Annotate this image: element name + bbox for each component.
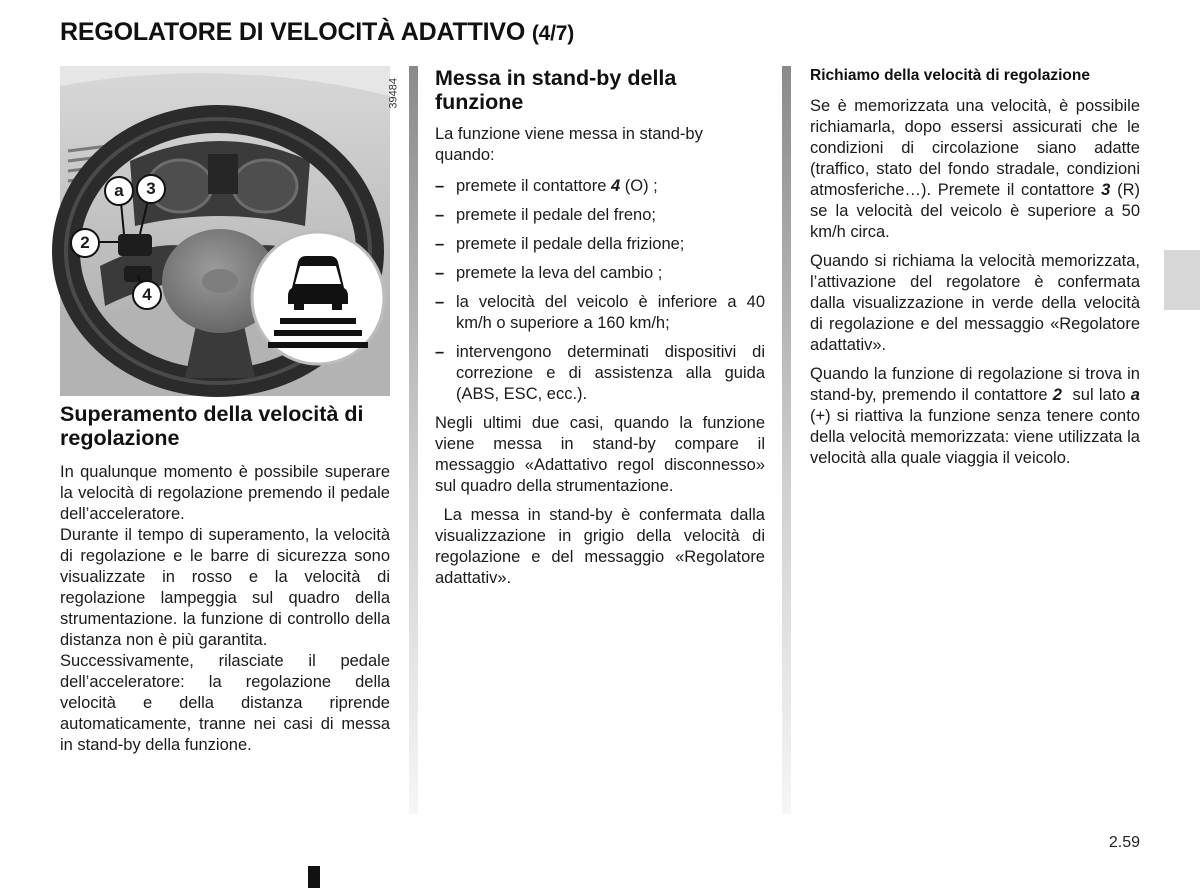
list-item: – intervengono determinati dispositivi di correzione e di assistenza alla guida (ABS, ESC, ecc.). [435, 343, 765, 403]
heading-standby: Messa in stand-by della funzione [435, 66, 677, 114]
reference-number: 4 [611, 177, 621, 195]
dash-bullet: – [435, 177, 445, 195]
paragraph: Durante il tempo di superamento, la velocità di regolazione e le barre di sicurezza sono visualizzate in rosso e la velocità di regolazione lampeggia sul quadro della strumentazione. la funzione di controllo della distanza non è più garantita. [60, 526, 390, 649]
dash-bullet: – [435, 293, 445, 311]
reference-letter: a [1130, 386, 1140, 404]
paragraph: Negli ultimi due casi, quando la funzione viene messa in stand-by compare il messaggio «Adattativo regol disconnesso» sul quadro della strumentazione. [435, 414, 765, 495]
callout-a: a [104, 176, 134, 206]
page-part-indicator: (4/7) [531, 22, 575, 45]
callout-4: 4 [132, 280, 162, 310]
column-left [60, 66, 400, 756]
list-item: – premete la leva del cambio ; [435, 264, 663, 282]
paragraph: Quando si richiama la velocità memorizzata, l’attivazione del regolatore è confermata dalla visualizzazione in verde della velocità di regolazione e del messaggio «Regolatore adattativ». [810, 252, 1140, 354]
list-item: – premete il contattore 4 (O) ; [435, 177, 658, 195]
page-title-text: REGOLATORE DI VELOCITÀ ADATTIVO [60, 18, 526, 46]
standby-conditions-list [435, 176, 765, 405]
column-right [810, 66, 1145, 469]
column-middle [435, 66, 770, 589]
column-separator [409, 66, 418, 814]
reference-number: 3 [1101, 181, 1111, 199]
section-tab-marker [1164, 250, 1200, 310]
list-item: – premete il pedale della frizione; [435, 235, 685, 253]
heading-overtaking: Superamento della velocità di regolazione [60, 402, 364, 450]
column-separator [782, 66, 791, 814]
callout-2: 2 [70, 228, 100, 258]
print-mark [308, 866, 320, 888]
heading-resume-speed: Richiamo della velocità di regolazione [810, 67, 1090, 84]
callout-3: 3 [136, 174, 166, 204]
page-title [60, 18, 574, 47]
list-item: – la velocità del veicolo è inferiore a 40 km/h o superiore a 160 km/h; [435, 293, 765, 332]
page-number: 2.59 [1108, 834, 1140, 851]
paragraph: Successivamente, rilasciate il pedale dell’acceleratore: la regolazione della velocità e della distanza riprende automaticamente, tranne nei casi di messa in stand-by della funzione. [60, 652, 390, 754]
dash-bullet: – [435, 343, 445, 361]
steering-wheel-drawing [60, 66, 390, 396]
list-item: – premete il pedale del freno; [435, 206, 656, 224]
dash-bullet: – [435, 264, 445, 282]
dash-bullet: – [435, 235, 445, 253]
reference-number: 2 [1052, 386, 1062, 404]
dash-bullet: – [435, 206, 445, 224]
steering-wheel-illustration [60, 66, 400, 396]
figure-code: 39484 [388, 78, 400, 109]
paragraph: La funzione viene messa in stand-by quando: [435, 125, 703, 164]
paragraph: La messa in stand-by è confermata dalla visualizzazione in grigio della velocità di regolazione e del messaggio «Regolatore adattativ». [435, 506, 770, 587]
paragraph: Se è memorizzata una velocità, è possibile richiamarla, dopo essersi assicurati che le condizioni di circolazione siano adatte (traffico, stato del fondo stradale, condizioni atmosferiche…). Premete il contattore 3 (R) se la velocità del veicolo è superiore a 50 km/h circa. [810, 97, 1140, 241]
paragraph: In qualunque momento è possibile superare la velocità di regolazione premendo il pedale dell’acceleratore. [60, 463, 390, 523]
paragraph: Quando la funzione di regolazione si trova in stand-by, premendo il contattore 2 sul lato a (+) si riattiva la funzione senza tenere conto della velocità memorizzata: viene utilizzata la velocità alla quale viaggia il veicolo. [810, 365, 1145, 467]
